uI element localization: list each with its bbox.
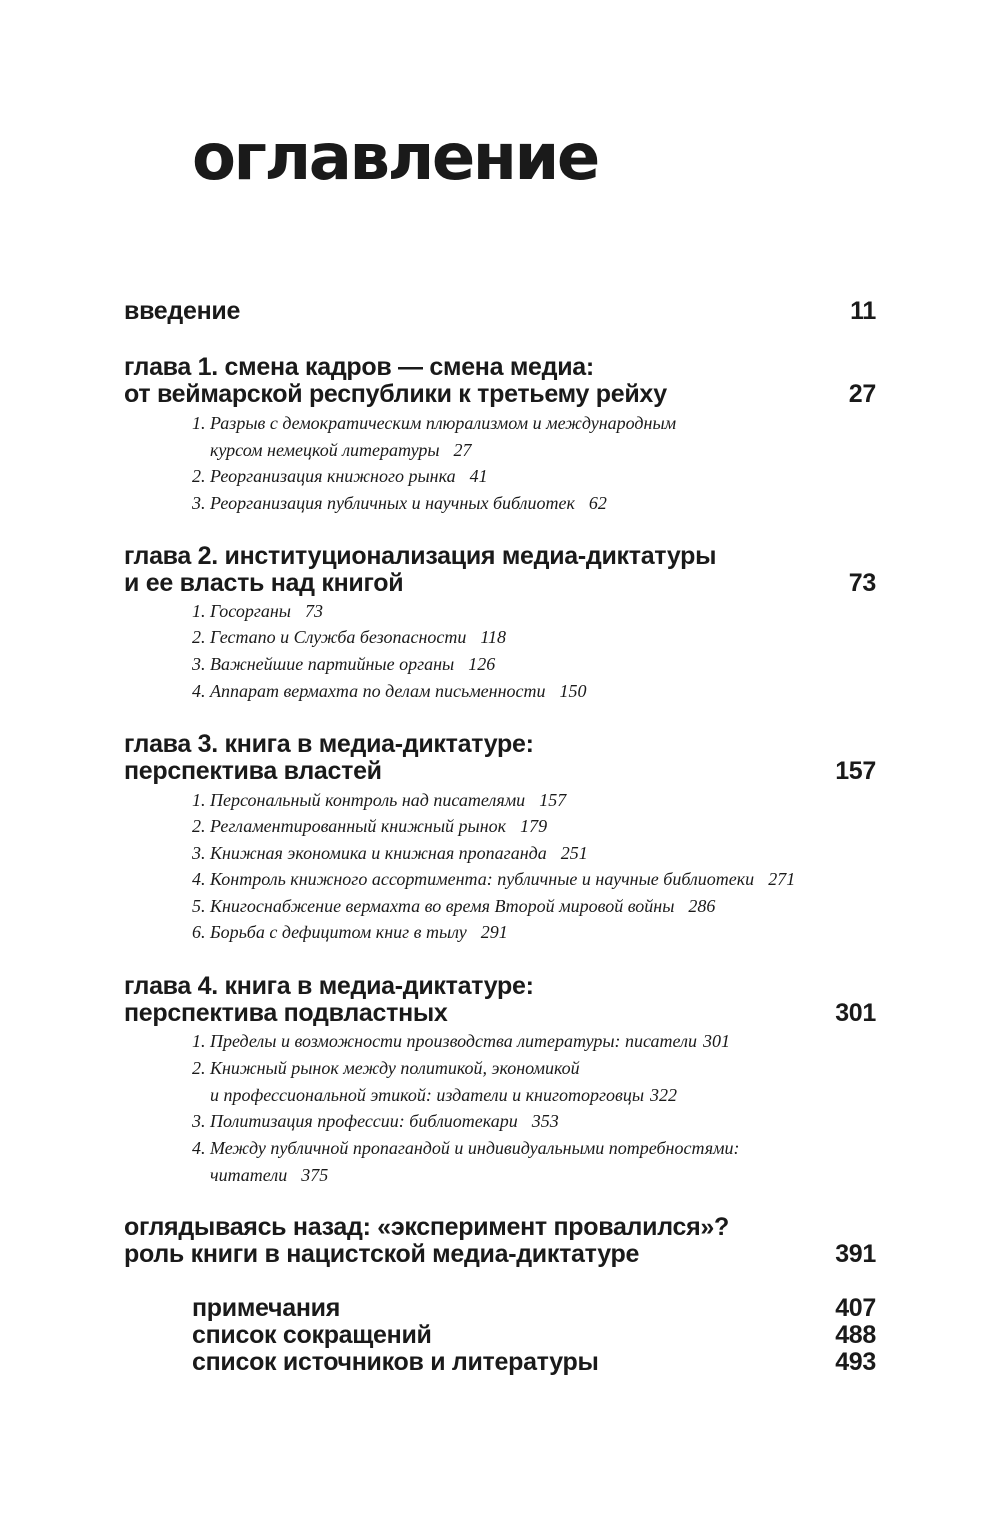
entry-title: список источников и литературы bbox=[192, 1348, 599, 1376]
section-title: 3. Политизация профессии: библиотекари bbox=[192, 1111, 518, 1131]
toc-section-3-2[interactable] bbox=[192, 813, 547, 840]
chapter-title-line-1: глава 3. книга в медиа-диктатуре: bbox=[124, 730, 534, 758]
section-title: 3. Реорганизация публичных и научных библиотек bbox=[192, 493, 575, 513]
section-title: 1. Персональный контроль над писателями bbox=[192, 790, 526, 810]
entry-title: введение bbox=[124, 297, 241, 325]
entry-title: список сокращений bbox=[192, 1321, 432, 1349]
page-number: 73 bbox=[848, 569, 876, 597]
toc-chapter-3[interactable] bbox=[124, 731, 876, 785]
toc-section-1-3[interactable] bbox=[192, 490, 607, 517]
section-title: 2. Гестапо и Служба безопасности bbox=[192, 627, 467, 647]
section-title: 3. Книжная экономика и книжная пропаганда bbox=[192, 843, 547, 863]
toc-section-3-6[interactable] bbox=[192, 919, 508, 946]
section-title: 4. Контроль книжного ассортимента: публичные и научные библиотеки bbox=[192, 869, 755, 889]
toc-chapter-4[interactable] bbox=[124, 973, 876, 1027]
page-number: 27 bbox=[453, 439, 472, 460]
toc-section-2-3[interactable] bbox=[192, 651, 495, 678]
page-number: 301 bbox=[702, 1031, 730, 1051]
page-number: 73 bbox=[305, 601, 323, 621]
chapter-title-line-2: и ее власть над книгой bbox=[124, 569, 404, 597]
page-number: 27 bbox=[848, 380, 876, 408]
section-title: 3. Важнейшие партийные органы bbox=[192, 654, 455, 674]
page-number: 11 bbox=[850, 297, 876, 325]
page-number: 375 bbox=[301, 1164, 329, 1185]
page-number: 322 bbox=[650, 1084, 678, 1105]
toc-section-4-4[interactable] bbox=[192, 1135, 740, 1188]
chapter-title-line-2: от веймарской республики к третьему рейху bbox=[124, 380, 667, 408]
conclusion-title-line-2: роль книги в нацистской медиа-диктатуре bbox=[124, 1240, 640, 1268]
toc-conclusion[interactable] bbox=[124, 1214, 876, 1268]
section-title-continued: читатели bbox=[210, 1164, 288, 1185]
page-number: 179 bbox=[520, 816, 548, 836]
section-title: 6. Борьба с дефицитом книг в тылу bbox=[192, 922, 467, 942]
page-number: 157 bbox=[835, 757, 876, 785]
chapter-title-line-1: глава 4. книга в медиа-диктатуре: bbox=[124, 972, 534, 1000]
toc-section-3-1[interactable] bbox=[192, 787, 566, 814]
page-number: 493 bbox=[835, 1348, 876, 1376]
toc-section-1-2[interactable] bbox=[192, 463, 488, 490]
section-title: 2. Книжный рынок между политикой, экономикой bbox=[192, 1058, 580, 1078]
page-title: оглавление bbox=[192, 121, 598, 195]
page-number: 353 bbox=[531, 1111, 559, 1131]
toc-notes[interactable] bbox=[192, 1295, 876, 1322]
page-number: 62 bbox=[588, 493, 607, 513]
section-title: 4. Аппарат вермахта по делам письменности bbox=[192, 681, 546, 701]
toc-section-3-3[interactable] bbox=[192, 840, 588, 867]
toc-chapter-1[interactable] bbox=[124, 354, 876, 408]
toc-section-1-1[interactable] bbox=[192, 410, 676, 463]
section-title: 2. Регламентированный книжный рынок bbox=[192, 816, 507, 836]
page-number: 391 bbox=[835, 1240, 876, 1268]
chapter-title-line-1: глава 2. институционализация медиа-диктатуры bbox=[124, 542, 717, 570]
page-number: 118 bbox=[480, 627, 507, 647]
page-number: 271 bbox=[768, 869, 796, 889]
toc-section-4-1[interactable] bbox=[192, 1028, 730, 1055]
toc-section-2-2[interactable] bbox=[192, 624, 506, 651]
entry-title: примечания bbox=[192, 1294, 340, 1322]
chapter-title-line-1: глава 1. смена кадров — смена медиа: bbox=[124, 353, 594, 381]
page-number: 291 bbox=[480, 922, 508, 942]
section-title: 1. Госорганы bbox=[192, 601, 291, 621]
page-number: 157 bbox=[539, 790, 567, 810]
toc-section-2-1[interactable] bbox=[192, 598, 323, 625]
toc-abbreviations[interactable] bbox=[192, 1322, 876, 1349]
section-title: 5. Книгоснабжение вермахта во время Второй мировой войны bbox=[192, 896, 675, 916]
toc-section-4-2[interactable] bbox=[192, 1055, 677, 1108]
conclusion-title-line-1: оглядываясь назад: «эксперимент провалился»? bbox=[124, 1213, 729, 1241]
chapter-title-line-2: перспектива властей bbox=[124, 757, 382, 785]
toc-chapter-2[interactable] bbox=[124, 543, 876, 597]
page-number: 150 bbox=[559, 681, 587, 701]
toc-sources[interactable] bbox=[192, 1349, 876, 1376]
page-number: 126 bbox=[468, 654, 496, 674]
section-title: 4. Между публичной пропагандой и индивидуальными потребностями: bbox=[192, 1138, 740, 1158]
page-number: 488 bbox=[835, 1321, 876, 1349]
toc-section-3-4[interactable] bbox=[192, 866, 795, 893]
toc-entry-introduction[interactable] bbox=[124, 298, 876, 325]
chapter-title-line-2: перспектива подвластных bbox=[124, 999, 448, 1027]
section-title: 2. Реорганизация книжного рынка bbox=[192, 466, 456, 486]
toc-section-2-4[interactable] bbox=[192, 678, 587, 705]
page-number: 286 bbox=[688, 896, 716, 916]
section-title-continued: и профессиональной этикой: издатели и книготорговцы bbox=[210, 1084, 645, 1105]
toc-section-3-5[interactable] bbox=[192, 893, 715, 920]
section-title: 1. Разрыв с демократическим плюрализмом и международным bbox=[192, 413, 677, 433]
page-number: 407 bbox=[835, 1294, 876, 1322]
page-number: 301 bbox=[835, 999, 876, 1027]
page-number: 41 bbox=[469, 466, 488, 486]
section-title: 1. Пределы и возможности производства литературы: писатели bbox=[192, 1031, 697, 1051]
section-title-continued: курсом немецкой литературы bbox=[210, 439, 440, 460]
page-number: 251 bbox=[560, 843, 588, 863]
toc-section-4-3[interactable] bbox=[192, 1108, 559, 1135]
